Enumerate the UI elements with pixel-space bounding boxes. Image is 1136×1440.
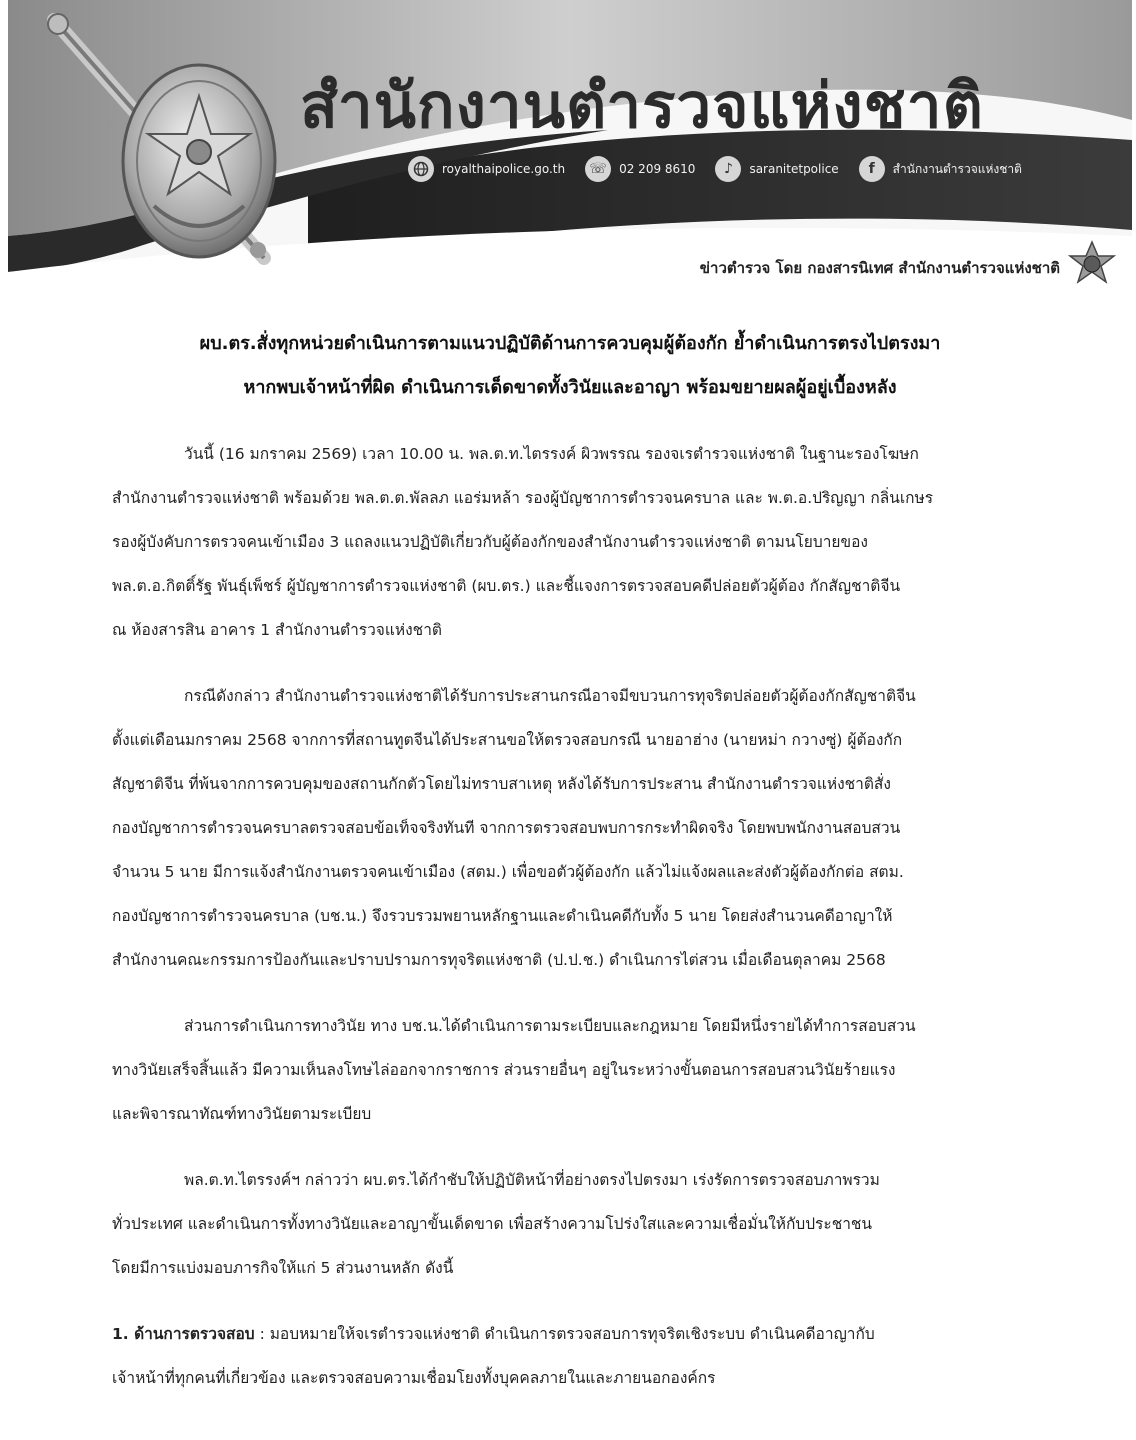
paragraph-line: กรณีดังกล่าว สำนักงานตำรวจแห่งชาติได้รับการประสานกรณีอาจมีขบวนการทุจริตปล่อยตัวผู้ต้องกักสัญชาติจีน xyxy=(184,687,916,705)
facebook-text: สำนักงานตำรวจแห่งชาติ xyxy=(892,161,1022,176)
item-1-line-1 xyxy=(112,1312,1050,1356)
agency-title: สำนักงานตำรวจแห่งชาติ xyxy=(300,69,984,142)
byline: ข่าวตำรวจ โดย กองสารนิเทศ สำนักงานตำรวจแห่งชาติ xyxy=(699,259,1060,277)
paragraph-2 xyxy=(112,674,1050,982)
facebook-link[interactable] xyxy=(859,156,1022,182)
headline-line-2: หากพบเจ้าหน้าที่ผิด ดำเนินการเด็ดขาดทั้งวินัยและอาญา พร้อมขยายผลผู้อยู่เบื้องหลัง xyxy=(243,377,897,398)
contact-bar xyxy=(408,154,1042,184)
website-link[interactable] xyxy=(408,156,565,182)
phone-icon: ☏ xyxy=(585,156,611,182)
paragraph-line: สัญชาติจีน ที่พ้นจากการควบคุมของสถานกักตัวโดยไม่ทราบสาเหตุ หลังได้รับการประสาน สำนักงานตำรวจแห่งชาติสั่ง xyxy=(112,775,891,793)
paragraph-line: พล.ต.อ.กิตติ์รัฐ พันธุ์เพ็ชร์ ผู้บัญชาการตำรวจแห่งชาติ (ผบ.ตร.) และชี้แจงการตรวจสอบคดีปล่อยตัวผู้ต้อง กักสัญชาติจีน xyxy=(112,577,901,595)
facebook-icon: f xyxy=(859,156,885,182)
item-1-text: : มอบหมายให้จเรตำรวจแห่งชาติ ดำเนินการตรวจสอบการทุจริตเชิงระบบ ดำเนินคดีอาญากับ xyxy=(254,1325,875,1343)
paragraph-4 xyxy=(112,1158,1050,1290)
paragraph-line: สำนักงานตำรวจแห่งชาติ พร้อมด้วย พล.ต.ต.พัลลภ แอร่มหล้า รองผู้บัญชาการตำรวจนครบาล และ พ.ต.อ.ปริญญา กลิ่นเกษร xyxy=(112,489,934,507)
paragraph-1 xyxy=(112,432,1050,652)
globe-icon xyxy=(408,156,434,182)
website-text: royalthaipolice.go.th xyxy=(442,162,566,176)
phone-link[interactable] xyxy=(585,156,695,182)
document-page xyxy=(8,0,1132,1440)
paragraph-line: โดยมีการแบ่งมอบภารกิจให้แก่ 5 ส่วนงานหลัก ดังนี้ xyxy=(112,1259,454,1277)
item-1-line-2: เจ้าหน้าที่ทุกคนที่เกี่ยวข้อง และตรวจสอบความเชื่อมโยงทั้งบุคคลภายในและภายนอกองค์กร xyxy=(112,1369,716,1387)
paragraph-line: กองบัญชาการตำรวจนครบาลตรวจสอบข้อเท็จจริงทันที จากการตรวจสอบพบการกระทำผิดจริง โดยพบพนักงานสอบสวน xyxy=(112,819,901,837)
police-emblem-icon xyxy=(114,56,284,266)
paragraph-line: ทางวินัยเสร็จสิ้นแล้ว มีความเห็นลงโทษไล่ออกจากราชการ ส่วนรายอื่นๆ อยู่ในระหว่างขั้นตอนการสอบสวนวินัยร้ายแรง xyxy=(112,1061,896,1079)
paragraph-line: ส่วนการดำเนินการทางวินัย ทาง บช.น.ได้ดำเนินการตามระเบียบและกฎหมาย โดยมีหนึ่งรายได้ทำการสอบสวน xyxy=(184,1017,916,1035)
paragraph-line: ทั่วประเทศ และดำเนินการทั้งทางวินัยและอาญาขั้นเด็ดขาด เพื่อสร้างความโปร่งใสและความเชื่อมั่นให้กับประชาชน xyxy=(112,1215,873,1233)
badge-icon xyxy=(1068,240,1116,288)
article-body xyxy=(112,432,1050,1400)
paragraph-3 xyxy=(112,1004,1050,1136)
phone-text: 02 209 8610 xyxy=(619,162,696,176)
tiktok-text: saranitetpolice xyxy=(749,162,839,176)
headline-line-1: ผบ.ตร.สั่งทุกหน่วยดำเนินการตามแนวปฏิบัติด้านการควบคุมผู้ต้องกัก ย้ำดำเนินการตรงไปตรงมา xyxy=(199,333,941,354)
paragraph-line: กองบัญชาการตำรวจนครบาล (บช.น.) จึงรวบรวมพยานหลักฐานและดำเนินคดีกับทั้ง 5 นาย โดยส่งสำนวนคดีอาญาให้ xyxy=(112,907,893,925)
paragraph-line: ณ ห้องสารสิน อาคาร 1 สำนักงานตำรวจแห่งชาติ xyxy=(112,621,442,639)
item-1-heading: 1. ด้านการตรวจสอบ xyxy=(112,1325,255,1343)
paragraph-line: วันนี้ (16 มกราคม 2569) เวลา 10.00 น. พล.ต.ท.ไตรรงค์ ผิวพรรณ รองจเรตำรวจแห่งชาติ ในฐานะรองโฆษก xyxy=(184,445,919,463)
item-1 xyxy=(112,1312,1050,1400)
paragraph-line: และพิจารณาทัณฑ์ทางวินัยตามระเบียบ xyxy=(112,1105,372,1123)
paragraph-line: ตั้งแต่เดือนมกราคม 2568 จากการที่สถานทูตจีนได้ประสานขอให้ตรวจสอบกรณี นายอาฮ่าง (นายหม่า กวางซู่) ผู้ต้องกัก xyxy=(112,731,903,749)
paragraph-line: สำนักงานคณะกรรมการป้องกันและปราบปรามการทุจริตแห่งชาติ (ป.ป.ช.) ดำเนินการไต่สวน เมื่อเดือนตุลาคม 2568 xyxy=(112,951,886,969)
paragraph-line: จำนวน 5 นาย มีการแจ้งสำนักงานตรวจคนเข้าเมือง (สตม.) เพื่อขอตัวผู้ต้องกัก แล้วไม่แจ้งผลและส่งตัวผู้ต้องกักต่อ สตม. xyxy=(112,863,904,881)
tiktok-icon: ♪ xyxy=(715,156,741,182)
header-banner xyxy=(8,0,1132,298)
paragraph-line: รองผู้บังคับการตรวจคนเข้าเมือง 3 แถลงแนวปฏิบัติเกี่ยวกับผู้ต้องกักของสำนักงานตำรวจแห่งชาติ ตามนโยบายของ xyxy=(112,533,868,551)
paragraph-line: พล.ต.ท.ไตรรงค์ฯ กล่าวว่า ผบ.ตร.ได้กำชับให้ปฏิบัติหน้าที่อย่างตรงไปตรงมา เร่งรัดการตรวจสอบภาพรวม xyxy=(184,1171,880,1189)
article-headline xyxy=(48,322,1092,410)
tiktok-link[interactable] xyxy=(715,156,838,182)
